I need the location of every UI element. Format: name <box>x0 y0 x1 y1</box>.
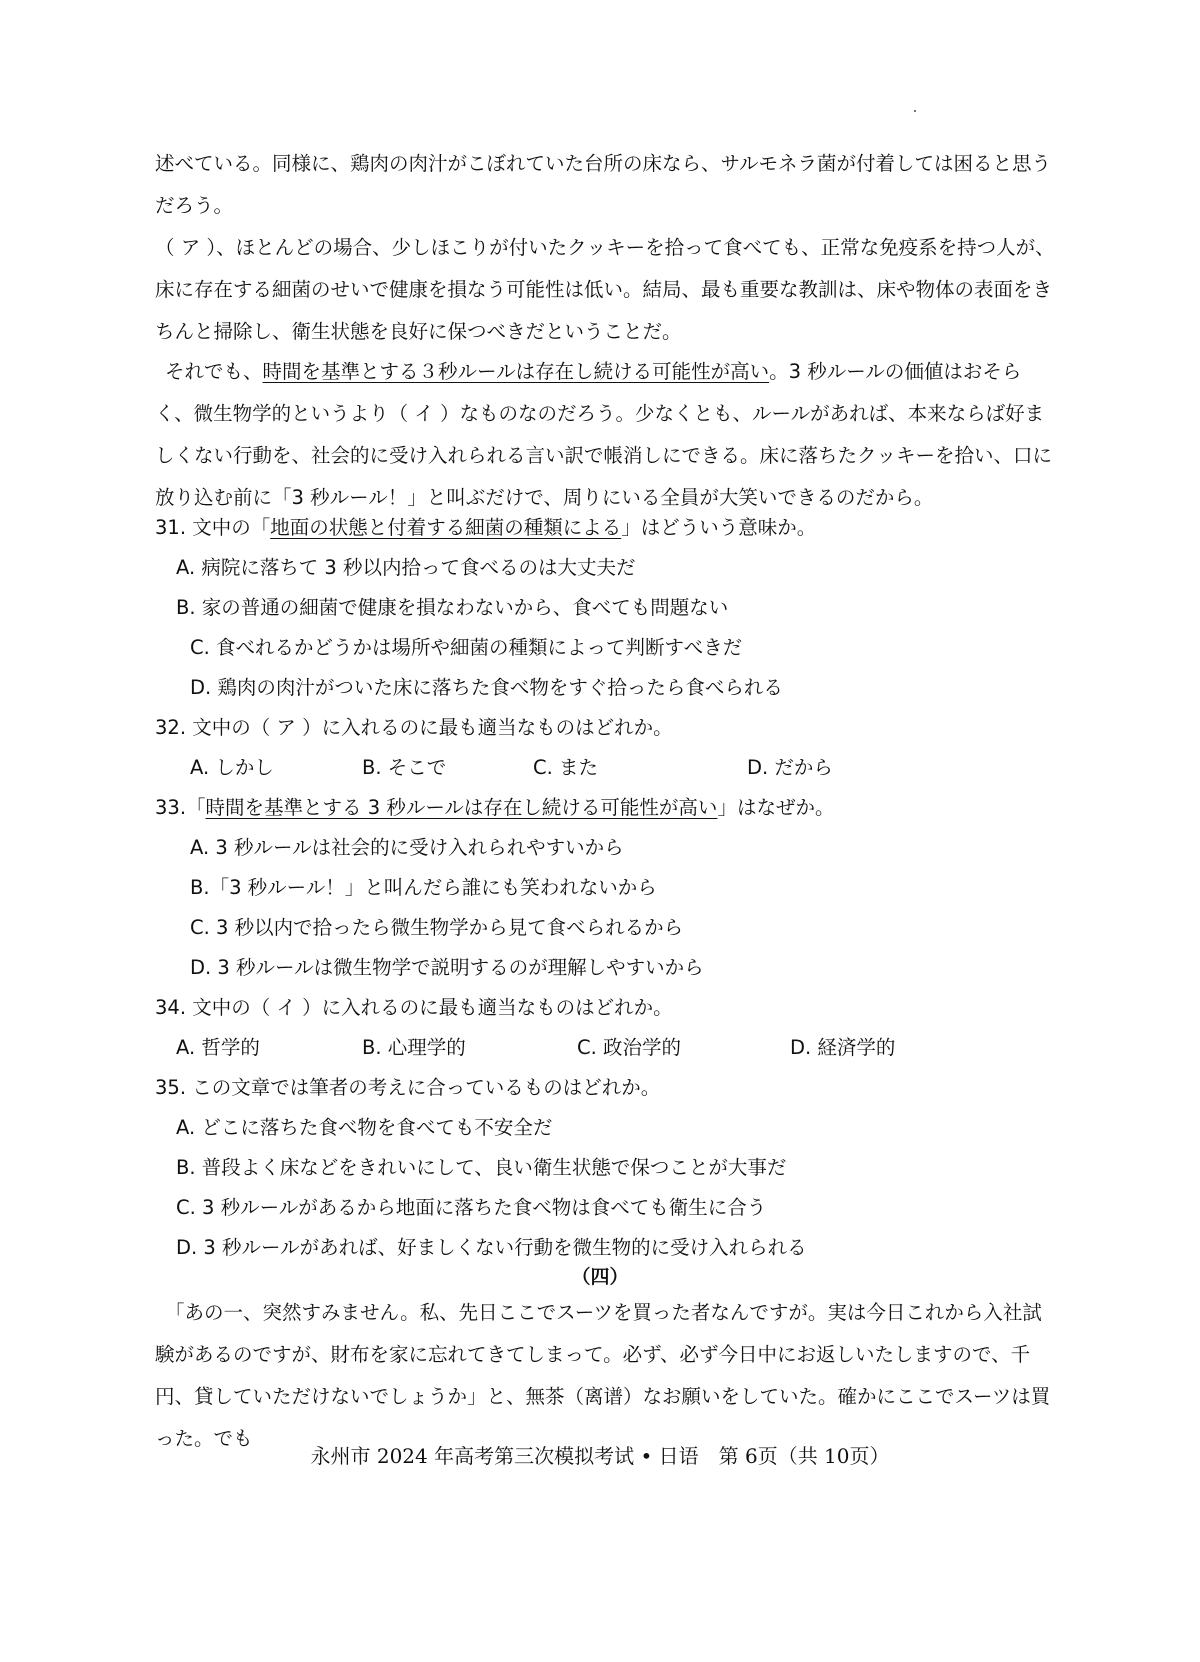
section-heading: （四） <box>571 1266 629 1288</box>
paragraph-blank-a: （ ア ）、ほとんどの場合、少しほこりが付いたクッキーを拾って食べても、正常な免疫系を持つ人が、床に存在する細菌のせいで健康を損なう可能性は低い。結局、最も重要な教訓は、床や物体の表面をきちんと掃除し、衛生状態を良好に保つべきだということだ。 <box>155 236 1055 343</box>
question-32: 32. 文中の（ ア ）に入れるのに最も適当なものはどれか。 <box>155 716 673 739</box>
question-32-option-c: C. また <box>533 756 599 779</box>
question-32-option-a: A. しかし <box>190 756 274 779</box>
scan-speck <box>914 110 916 112</box>
paragraph-lead: それでも、 <box>165 360 263 383</box>
paragraph-three-second-rule <box>155 351 1055 519</box>
question-31-underlined: 地面の状態と付着する細菌の種類による <box>270 516 622 539</box>
question-34-option-c: C. 政治学的 <box>577 1036 682 1059</box>
question-31-option-a: A. 病院に落ちて 3 秒以内拾って食べるのは大丈夫だ <box>176 556 636 579</box>
question-31-option-d: D. 鶏肉の肉汁がついた床に落ちた食べ物をすぐ拾ったら食べられる <box>190 676 783 699</box>
question-33 <box>155 788 834 828</box>
question-33-option-a: A. 3 秒ルールは社会的に受け入れられやすいから <box>190 836 624 859</box>
question-31-prefix: 31. 文中の「 <box>155 516 271 539</box>
question-31-option-c: C. 食べれるかどうかは場所や細菌の種類によって判断すべきだ <box>190 636 743 659</box>
question-35-option-a: A. どこに落ちた食べ物を食べても不安全だ <box>176 1116 553 1139</box>
paragraph-line-1: 述べている。同様に、鶏肉の肉汁がこぼれていた台所の床なら、サルモネラ菌が付着しては困ると思う <box>155 152 1052 175</box>
question-34: 34. 文中の（ イ ）に入れるのに最も適当なものはどれか。 <box>155 996 673 1019</box>
question-31-suffix: 」はどういう意味か。 <box>621 516 817 539</box>
question-33-underlined: 時間を基準とする 3 秒ルールは存在し続ける可能性が高い <box>205 796 718 819</box>
paragraph-section-four-text: 「あの一、突然すみません。私、先日ここでスーツを買った者なんですが。実は今日これから入社試験があるのですが、財布を家に忘れてきてしまって。必ず、必ず今日中にお返しいたしますので、千円、貸していただけないでしょうか」と、無茶（离谱）なお願いをしていた。確かにここでスーツは買った。でも <box>155 1301 1051 1450</box>
question-31-option-b: B. 家の普通の細菌で健康を損なわないから、食べても問題ない <box>176 596 729 619</box>
paragraph-rest: 。3 秒ルールの価値はおそらく、微生物学的というより（ イ ）なものなのだろう。少なくとも、ルールがあれば、本来ならば好ましくない行動を、社会的に受け入れられる言い訳で帳消しにできる。床に落ちたクッキーを拾い、口に放り込む前に「3 秒ルール！」と叫ぶだけで、周りにいる全員が大笑いできるのだから。 <box>155 360 1053 509</box>
question-31 <box>155 508 816 548</box>
question-33-option-b: B.「3 秒ルール！」と叫んだら誰にも笑われないから <box>190 876 657 899</box>
question-33-option-d: D. 3 秒ルールは微生物学で説明するのが理解しやすいから <box>190 956 704 979</box>
page-footer: 永州市 2024 年高考第三次模拟考试 • 日语 第 6页（共 10页） <box>310 1444 890 1468</box>
question-33-suffix: 」はなぜか。 <box>717 796 835 819</box>
paragraph-line-2: だろう。 <box>155 194 234 217</box>
question-34-option-d: D. 経済学的 <box>790 1036 896 1059</box>
question-35-option-d: D. 3 秒ルールがあれば、好ましくない行動を微生物的に受け入れられる <box>176 1236 807 1259</box>
question-35: 35. この文章では筆者の考えに合っているものはどれか。 <box>155 1076 661 1099</box>
question-32-option-b: B. そこで <box>362 756 447 779</box>
question-34-option-a: A. 哲学的 <box>176 1036 260 1059</box>
underlined-phrase: 時間を基準とする３秒ルールは存在し続ける可能性が高い <box>262 360 770 383</box>
paragraph-continuation <box>155 143 1055 227</box>
question-35-option-b: B. 普段よく床などをきれいにして、良い衛生状態で保つことが大事だ <box>176 1156 787 1179</box>
question-32-option-d: D. だから <box>747 756 833 779</box>
question-34-option-b: B. 心理学的 <box>362 1036 466 1059</box>
question-33-option-c: C. 3 秒以内で拾ったら微生物学から見て食べられるから <box>190 916 684 939</box>
question-35-option-c: C. 3 秒ルールがあるから地面に落ちた食べ物は食べても衛生に合う <box>176 1196 767 1219</box>
question-33-prefix: 33.「 <box>155 796 206 819</box>
paragraph-section-four <box>155 1292 1055 1460</box>
